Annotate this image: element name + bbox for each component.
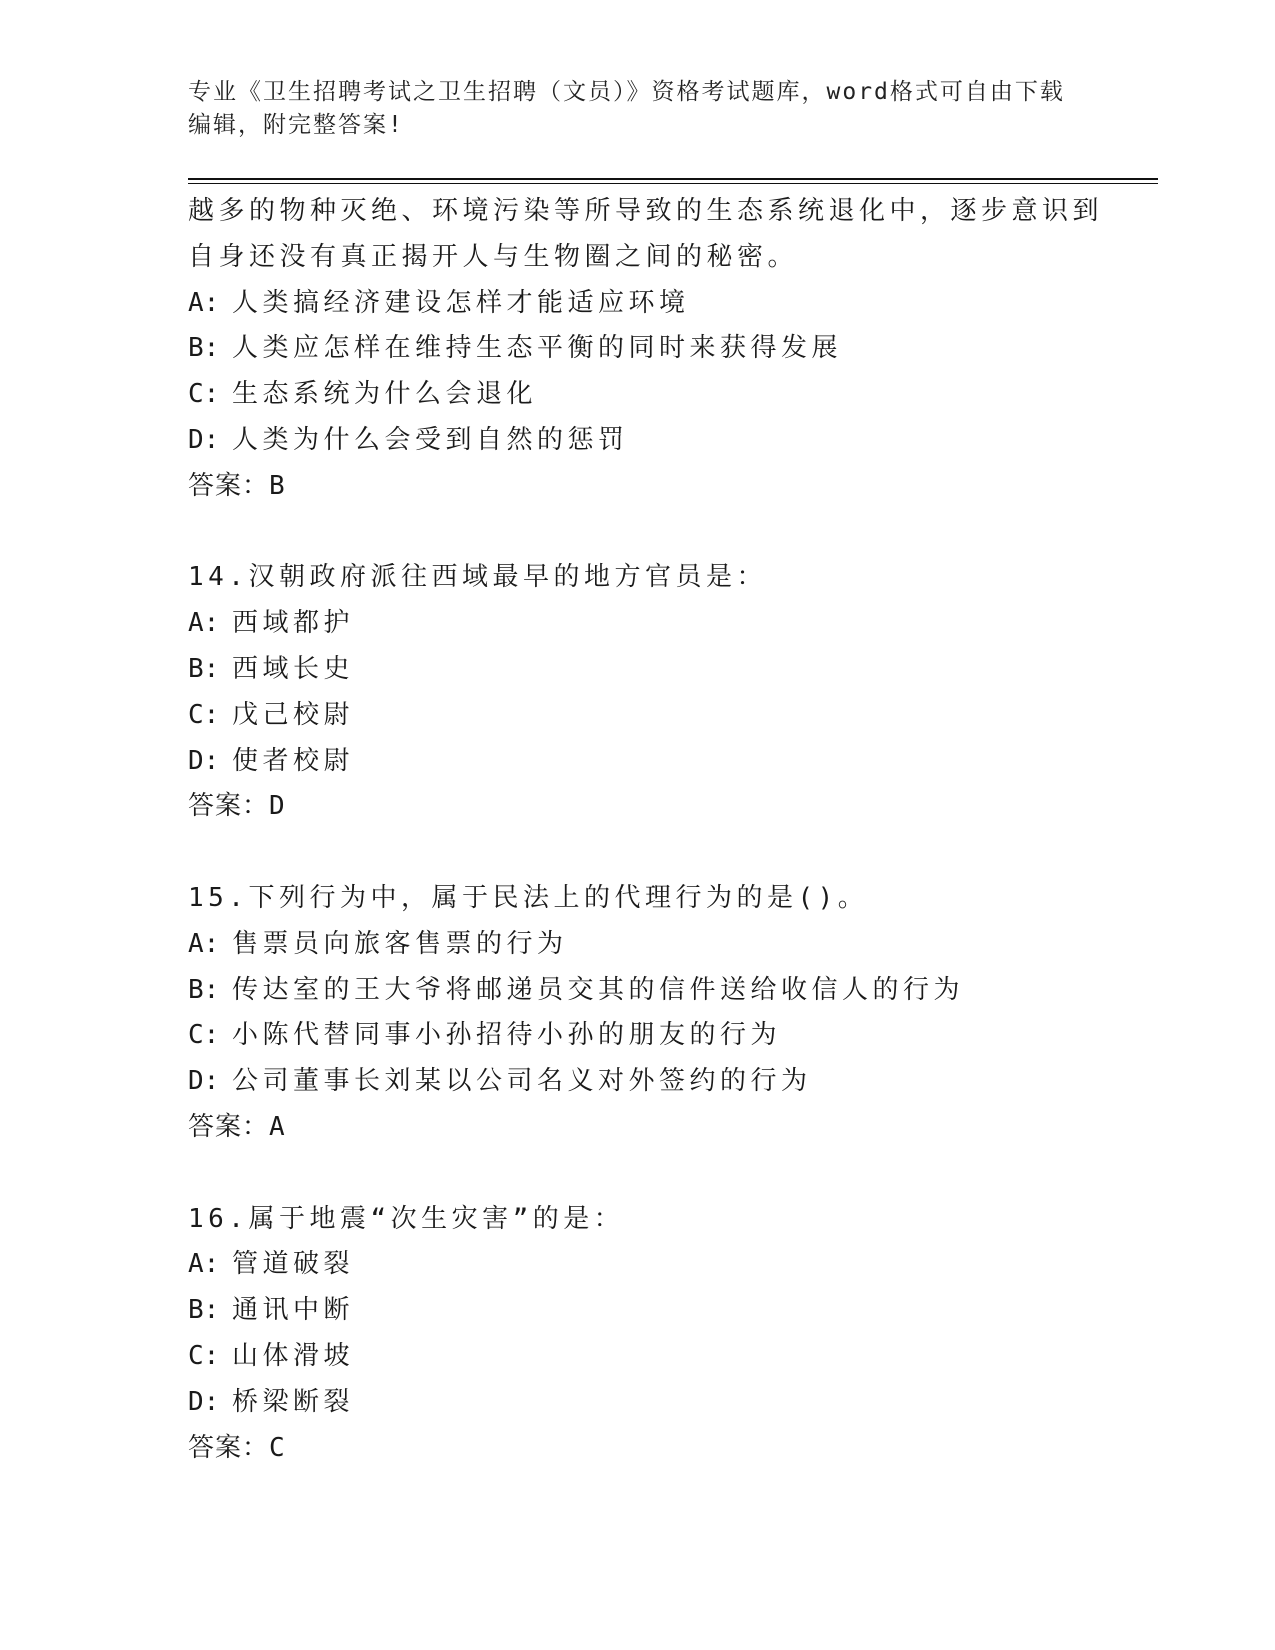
option-label: B: xyxy=(188,653,220,684)
spacer xyxy=(188,830,1158,876)
option-text: 公司董事长刘某以公司名义对外签约的行为 xyxy=(232,1066,812,1097)
option-label: B: xyxy=(188,1295,220,1326)
header-divider-thick xyxy=(188,178,1158,180)
option-c xyxy=(188,693,1158,739)
option-text: 生态系统为什么会退化 xyxy=(232,379,538,410)
header-line-2: 编辑，附完整答案! xyxy=(188,112,404,138)
option-text: 山体滑坡 xyxy=(232,1340,355,1371)
option-d xyxy=(188,1059,1158,1105)
option-text: 西域长史 xyxy=(232,653,355,684)
option-d xyxy=(188,418,1158,464)
option-d xyxy=(188,739,1158,785)
question-stem: 16.属于地震“次生灾害”的是： xyxy=(188,1203,625,1234)
option-text: 小陈代替同事小孙招待小孙的朋友的行为 xyxy=(232,1020,782,1051)
option-a xyxy=(188,601,1158,647)
option-b xyxy=(188,968,1158,1014)
option-c xyxy=(188,1013,1158,1059)
question-14 xyxy=(188,555,1158,830)
option-b xyxy=(188,647,1158,693)
option-a xyxy=(188,922,1158,968)
answer-label: 答案： xyxy=(188,1111,270,1142)
option-label: C: xyxy=(188,699,220,730)
option-b xyxy=(188,1288,1158,1334)
option-label: D: xyxy=(188,745,220,776)
option-c xyxy=(188,372,1158,418)
option-label: D: xyxy=(188,424,220,455)
option-d xyxy=(188,1380,1158,1426)
question-content xyxy=(188,189,1158,1471)
option-label: A: xyxy=(188,608,220,639)
answer-value: A xyxy=(269,1111,286,1142)
option-text: 人类应怎样在维持生态平衡的同时来获得发展 xyxy=(232,333,843,364)
option-text: 戊己校尉 xyxy=(232,699,355,730)
option-label: B: xyxy=(188,974,220,1005)
option-label: D: xyxy=(188,1066,220,1097)
option-text: 售票员向旅客售票的行为 xyxy=(232,928,568,959)
answer-value: D xyxy=(269,791,286,822)
document-header xyxy=(188,76,1088,142)
option-text: 人类为什么会受到自然的惩罚 xyxy=(232,424,629,455)
question-16 xyxy=(188,1197,1158,1472)
option-text: 桥梁断裂 xyxy=(232,1386,355,1417)
option-label: C: xyxy=(188,1020,220,1051)
option-c xyxy=(188,1334,1158,1380)
answer-line xyxy=(188,1105,1158,1151)
spacer xyxy=(188,1151,1158,1197)
answer-line xyxy=(188,784,1158,830)
answer-label: 答案： xyxy=(188,470,270,501)
option-label: C: xyxy=(188,1340,220,1371)
option-text: 使者校尉 xyxy=(232,745,355,776)
option-text: 人类搞经济建设怎样才能适应环境 xyxy=(232,287,690,318)
question-stem: 14.汉朝政府派往西域最早的地方官员是： xyxy=(188,562,767,593)
question-continuation xyxy=(188,189,1158,510)
question-text-line: 自身还没有真正揭开人与生物圈之间的秘密。 xyxy=(188,241,799,272)
option-label: A: xyxy=(188,1249,220,1280)
option-a xyxy=(188,1242,1158,1288)
answer-line xyxy=(188,464,1158,510)
option-label: D: xyxy=(188,1386,220,1417)
option-label: A: xyxy=(188,928,220,959)
option-b xyxy=(188,326,1158,372)
option-label: C: xyxy=(188,379,220,410)
answer-label: 答案： xyxy=(188,791,270,822)
spacer xyxy=(188,510,1158,556)
answer-value: B xyxy=(269,470,286,501)
question-text-line: 越多的物种灭绝、环境污染等所导致的生态系统退化中，逐步意识到 xyxy=(188,196,1104,226)
option-label: B: xyxy=(188,333,220,364)
option-text: 管道破裂 xyxy=(232,1249,355,1280)
question-stem: 15.下列行为中，属于民法上的代理行为的是()。 xyxy=(188,882,869,913)
answer-line xyxy=(188,1426,1158,1472)
answer-label: 答案： xyxy=(188,1432,270,1463)
option-label: A: xyxy=(188,287,220,318)
header-line-1: 专业《卫生招聘考试之卫生招聘（文员）》资格考试题库，word格式可自由下载 xyxy=(188,79,1065,105)
option-text: 西域都护 xyxy=(232,608,355,639)
option-text: 通讯中断 xyxy=(232,1295,355,1326)
option-text: 传达室的王大爷将邮递员交其的信件送给收信人的行为 xyxy=(232,974,965,1005)
answer-value: C xyxy=(269,1432,286,1463)
option-a xyxy=(188,281,1158,327)
question-15 xyxy=(188,876,1158,1151)
header-divider-thin xyxy=(188,183,1158,184)
